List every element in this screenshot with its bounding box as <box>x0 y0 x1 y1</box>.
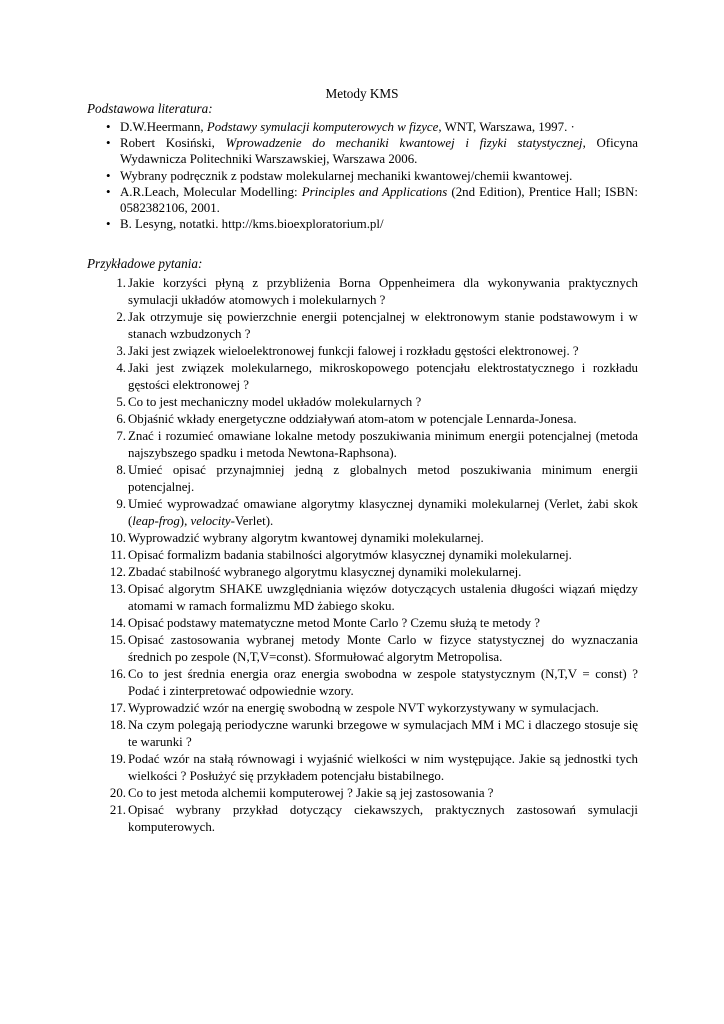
literature-item <box>106 168 638 184</box>
text-fragment: Opisać podstawy matematyczne metod Monte Carlo ? Czemu służą te metody ? <box>128 616 541 630</box>
question-number: 5. <box>116 395 126 409</box>
text-fragment: Umieć wyprowadzać omawiane algorytmy klasycznej dynamiki molekularnej (Verlet, żabi skok ( <box>128 497 638 528</box>
text-fragment: Jaki jest związek molekularnego, mikroskopowego potencjału elektrostatycznego i rozkładu gęstości elektronowej ? <box>128 361 638 392</box>
question-number: 12. <box>109 565 126 579</box>
text-fragment: Robert Kosiński, <box>120 136 226 151</box>
text-fragment: Jakie korzyści płyną z przybliżenia Borna Oppenheimera dla wykonywania praktycznych symulacji układów atomowych i molekularnych ? <box>128 276 638 307</box>
question-item <box>104 581 638 615</box>
question-item <box>104 632 638 666</box>
question-number: 17. <box>109 701 126 715</box>
literature-item <box>106 135 638 167</box>
bullet-icon: • <box>106 184 111 199</box>
text-fragment: Jak otrzymuje się powierzchnie energii potencjalnej w elektronowym stanie podstawowym i w stanach wzbudzonych ? <box>128 310 638 341</box>
bullet-icon: • <box>106 168 111 183</box>
question-item <box>104 751 638 785</box>
text-fragment: (2nd Edition), Prentice Hall; ISBN: 0582382106, 2001. <box>120 184 638 216</box>
text-fragment: velocity <box>190 514 231 528</box>
text-fragment: Opisać zastosowania wybranej metody Monte Carlo w fizyce statystycznej do wyznaczania średnich po zespole (N,T,V=const). Sformułować algorytm Metropolisa. <box>128 633 638 664</box>
text-fragment: , Oficyna Wydawnicza Politechniki Warszawskiej, Warszawa 2006. <box>120 136 639 167</box>
text-fragment: Jaki jest związek wieloelektronowej funkcji falowej i rozkładu gęstości elektronowej. ? <box>128 344 579 358</box>
question-item <box>104 547 638 564</box>
question-item <box>104 275 638 309</box>
question-item <box>104 530 638 547</box>
question-item <box>104 394 638 411</box>
question-number: 11. <box>110 548 126 562</box>
question-item <box>104 802 638 836</box>
question-number: 15. <box>109 633 126 647</box>
question-number: 10. <box>109 531 126 545</box>
text-fragment: Co to jest średnia energia oraz energia swobodna w zespole statystycznym (N,T,V = const) ? Podać i zinterpretować odpowiednie wzory. <box>128 667 638 698</box>
questions-list <box>104 275 638 836</box>
question-number: 13. <box>109 582 126 596</box>
question-number: 18. <box>109 718 126 732</box>
text-fragment: Wprowadzenie do mechaniki kwantowej i fizyki statystycznej <box>225 136 583 151</box>
question-number: 16. <box>109 667 126 681</box>
text-fragment: -Verlet). <box>230 514 274 528</box>
question-number: 14. <box>109 616 126 630</box>
question-item <box>104 785 638 802</box>
text-fragment: Opisać wybrany przykład dotyczący ciekawszych, praktycznych zastosowań symulacji komputerowych. <box>128 803 638 834</box>
text-fragment: Wybrany podręcznik z podstaw molekularnej mechaniki kwantowej/chemii kwantowej. <box>120 168 573 183</box>
question-item <box>104 428 638 462</box>
question-number: 9. <box>116 497 126 511</box>
literature-item <box>106 119 638 135</box>
question-item <box>104 360 638 394</box>
literature-heading: Podstawowa literatura: <box>87 101 213 116</box>
question-number: 8. <box>116 463 126 477</box>
questions-heading: Przykładowe pytania: <box>87 256 203 271</box>
question-number: 3. <box>116 344 126 358</box>
text-fragment: D.W.Heermann, <box>120 120 207 134</box>
question-item <box>104 496 638 530</box>
text-fragment: Na czym polegają periodyczne warunki brzegowe w symulacjach MM i MC i dlaczego stosuje się te warunki ? <box>128 718 638 749</box>
text-fragment: A.R.Leach, Molecular Modelling: <box>120 184 302 199</box>
question-item <box>104 309 638 343</box>
bullet-icon: • <box>106 120 111 134</box>
question-item <box>104 666 638 700</box>
question-number: 19. <box>109 752 126 766</box>
text-fragment: ), <box>179 514 191 528</box>
question-number: 21. <box>109 803 126 817</box>
question-item <box>104 615 638 632</box>
question-number: 7. <box>116 429 126 443</box>
bullet-icon: • <box>106 217 111 232</box>
text-fragment: Co to jest metoda alchemii komputerowej ? Jakie są jej zastosowania ? <box>128 786 494 800</box>
question-item <box>104 564 638 581</box>
question-number: 6. <box>116 412 126 426</box>
text-fragment: leap-frog <box>132 514 180 528</box>
text-fragment: Wyprowadzić wzór na energię swobodną w zespole NVT wykorzystywany w symulacjach. <box>128 701 599 715</box>
text-fragment: Principles and Applications <box>301 184 448 199</box>
page-title: Metody KMS <box>325 86 399 101</box>
text-fragment: Podać wzór na stałą równowagi i wyjaśnić wielkości w nim występujące. Jakie są jednostki tych wielkości ? Posłużyć się przykładem potencjału bistabilnego. <box>128 752 638 783</box>
text-fragment: B. Lesyng, notatki. http://kms.bioexploratorium.pl/ <box>120 217 384 232</box>
text-fragment: Zbadać stabilność wybranego algorytmu klasycznej dynamiki molekularnej. <box>128 565 522 579</box>
text-fragment: Znać i rozumieć omawiane lokalne metody poszukiwania minimum energii potencjalnej (metoda najszybszego spadku i metoda Newtona-Raphsona). <box>128 429 638 460</box>
text-fragment: Wyprowadzić wybrany algorytm kwantowej dynamiki molekularnej. <box>128 531 484 545</box>
text-fragment: Umieć opisać przynajmniej jedną z globalnych metod poszukiwania minimum energii potencjalnej. <box>128 463 638 494</box>
question-item <box>104 462 638 496</box>
text-fragment: , WNT, Warszawa, 1997. · <box>438 120 575 134</box>
bullet-icon: • <box>106 136 111 151</box>
literature-list <box>106 119 638 232</box>
literature-item <box>106 216 638 232</box>
question-number: 2. <box>116 310 126 324</box>
text-fragment: Podstawy symulacji komputerowych w fizyce <box>206 120 439 134</box>
question-item <box>104 411 638 428</box>
text-fragment: Opisać algorytm SHAKE uwzględniania więzów dotyczących ustalenia długości wiązań między atomami w ramach formalizmu MD żabiego skoku. <box>128 582 638 613</box>
question-number: 20. <box>109 786 126 800</box>
question-item <box>104 717 638 751</box>
text-fragment: Co to jest mechaniczny model układów molekularnych ? <box>128 395 422 409</box>
question-item <box>104 343 638 360</box>
literature-item <box>106 184 638 216</box>
question-item <box>104 700 638 717</box>
text-fragment: Objaśnić wkłady energetyczne oddziaływań atom-atom w potencjale Lennarda-Jonesa. <box>128 412 577 426</box>
text-fragment: Opisać formalizm badania stabilności algorytmów klasycznej dynamiki molekularnej. <box>128 548 572 562</box>
question-number: 1. <box>116 276 126 290</box>
question-number: 4. <box>116 361 126 375</box>
